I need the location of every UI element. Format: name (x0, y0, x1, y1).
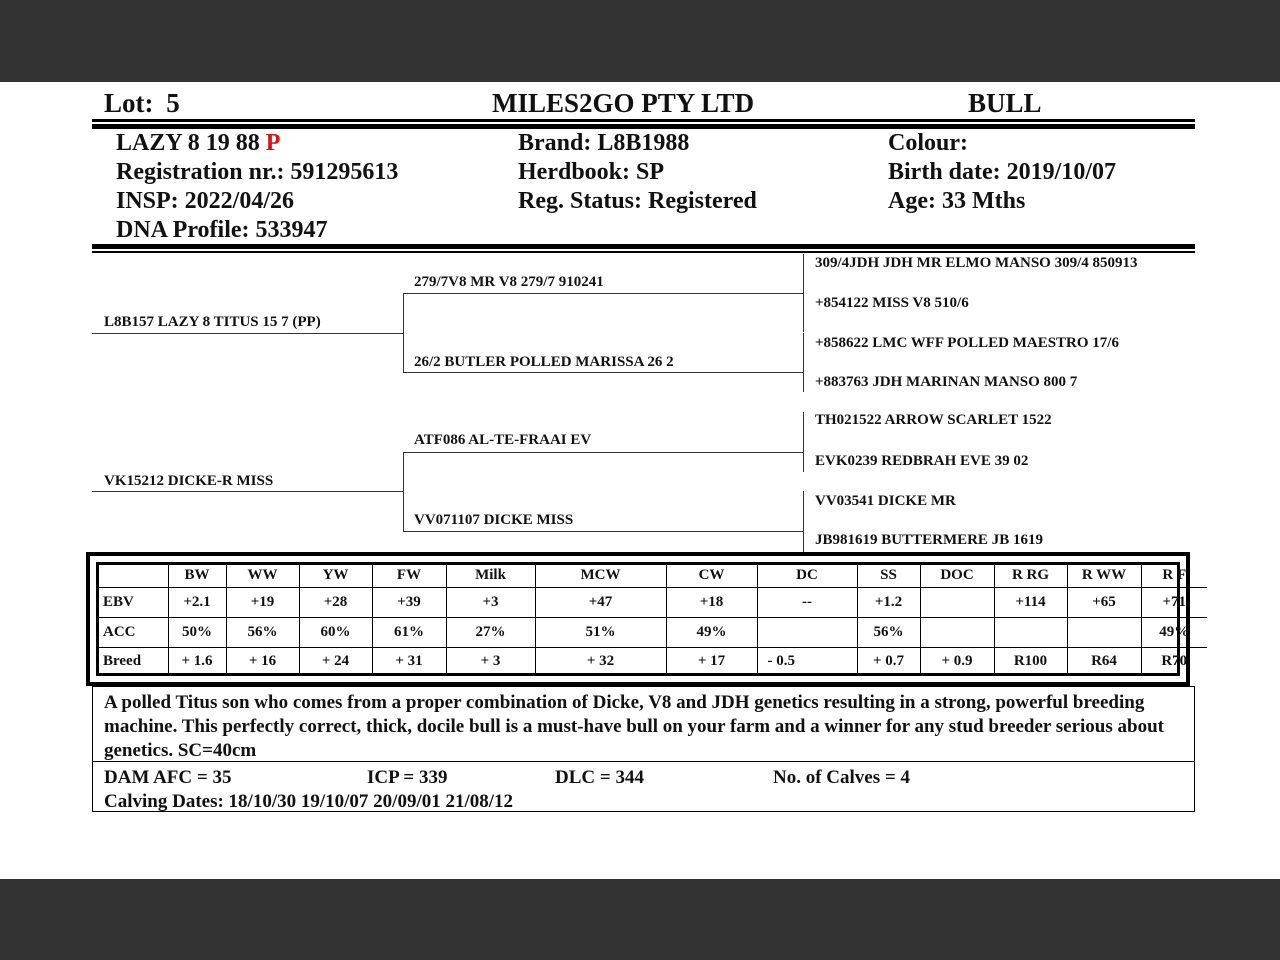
ebv-table-frame (86, 552, 1190, 686)
breed-cell: - 0.5 (757, 647, 857, 676)
pedigree-line (803, 491, 804, 552)
ebv-row (99, 587, 1207, 617)
registration-status: Reg. Status: Registered (518, 188, 757, 214)
ebv-cell: +71 (1141, 587, 1207, 617)
header-rule-top (92, 119, 1195, 122)
ebv-cell: +19 (226, 587, 299, 617)
dam-icp: ICP = 339 (367, 767, 448, 788)
herdbook: Herdbook: SP (518, 159, 665, 185)
registration-number: Registration nr.: 591295613 (116, 159, 399, 185)
ebv-header-cell: FW (372, 565, 446, 587)
ebv-header-cell: R WW (1067, 565, 1141, 587)
ebv-header-cell: SS (857, 565, 920, 587)
lot-label-text: Lot: (104, 88, 154, 118)
dam-calves: No. of Calves = 4 (773, 767, 910, 788)
description-divider (93, 761, 1194, 762)
animal-info-left (116, 129, 398, 245)
ebv-cell: +65 (1067, 587, 1141, 617)
breed-row-label: Breed (99, 647, 168, 676)
breed-cell: + 31 (372, 647, 446, 676)
acc-cell: 27% (446, 617, 535, 647)
breed-cell: + 1.6 (168, 647, 226, 676)
ebv-cell: +28 (299, 587, 372, 617)
ebv-header-cell: R RG (994, 565, 1067, 587)
pedigree-line (92, 333, 403, 334)
ebv-header-cell: DC (757, 565, 857, 587)
acc-row-label: ACC (99, 617, 168, 647)
pedigree-line (403, 452, 803, 453)
ebv-header-cell (99, 565, 168, 587)
pedigree-ggp: +854122 MISS V8 510/6 (815, 295, 969, 311)
breed-cell: + 0.7 (857, 647, 920, 676)
ebv-cell: -- (757, 587, 857, 617)
acc-cell (920, 617, 994, 647)
breed-cell: + 17 (666, 647, 757, 676)
ebv-cell: +2.1 (168, 587, 226, 617)
breed-cell: + 3 (446, 647, 535, 676)
acc-cell: 49% (1141, 617, 1207, 647)
acc-cell (757, 617, 857, 647)
polled-mark: P (265, 130, 281, 156)
birth-date: Birth date: 2019/10/07 (888, 159, 1116, 185)
pedigree-line (92, 491, 403, 492)
animal-type: BULL (968, 88, 1042, 118)
acc-cell: 60% (299, 617, 372, 647)
acc-cell (1067, 617, 1141, 647)
acc-cell: 49% (666, 617, 757, 647)
acc-cell: 61% (372, 617, 446, 647)
pedigree-dam-dam: VV071107 DICKE MISS (414, 512, 574, 528)
ebv-header-cell: BW (168, 565, 226, 587)
seller-name: MILES2GO PTY LTD (492, 88, 755, 118)
pedigree-line (403, 293, 803, 294)
animal-description: A polled Titus son who comes from a proper combination of Dicke, V8 and JDH genetics resulting in a strong, powerful breeding machine. This perfectly correct, thick, docile bull is a must-have bull on your farm and a winner for any stud breeder serious about genetics. SC=40cm (104, 692, 1164, 761)
ebv-header-cell: YW (299, 565, 372, 587)
pedigree-ggp: JB981619 BUTTERMERE JB 1619 (815, 532, 1043, 548)
ebv-cell (920, 587, 994, 617)
ebv-header-cell: MCW (535, 565, 666, 587)
inspection-date: INSP: 2022/04/26 (116, 188, 295, 214)
pedigree-ggp: +858622 LMC WFF POLLED MAESTRO 17/6 (815, 335, 1119, 351)
animal-name: LAZY 8 19 88 (116, 130, 260, 156)
ebv-cell: +114 (994, 587, 1067, 617)
pedigree-ggp: 309/4JDH JDH MR ELMO MANSO 309/4 850913 (815, 255, 1138, 271)
lot-number: 5 (166, 88, 180, 118)
ebv-header-row (99, 565, 1207, 587)
acc-cell: 51% (535, 617, 666, 647)
age: Age: 33 Mths (888, 188, 1026, 214)
breed-cell: + 24 (299, 647, 372, 676)
description-box (92, 686, 1195, 812)
pedigree-dam-sire: ATF086 AL-TE-FRAAI EV (414, 432, 592, 448)
breed-cell: R100 (994, 647, 1067, 676)
pedigree-ggp: +883763 JDH MARINAN MANSO 800 7 (815, 374, 1078, 390)
pedigree-line (803, 333, 804, 392)
ebv-header-cell: R F (1141, 565, 1207, 587)
info-rule-thick (92, 244, 1195, 249)
ebv-cell: +47 (535, 587, 666, 617)
pedigree-dam: VK15212 DICKE-R MISS (104, 473, 274, 489)
ebv-table-inner-frame (96, 562, 1190, 676)
pedigree-ggp: EVK0239 REDBRAH EVE 39 02 (815, 453, 1029, 469)
ebv-cell: +39 (372, 587, 446, 617)
ebv-header-cell: CW (666, 565, 757, 587)
pedigree-line (403, 531, 803, 532)
animal-info-right (888, 129, 1116, 216)
pedigree-line (803, 254, 804, 332)
acc-row (99, 617, 1207, 647)
ebv-header-cell: DOC (920, 565, 994, 587)
animal-info-middle (518, 129, 757, 216)
info-rule-thin (92, 251, 1195, 253)
dam-afc: DAM AFC = 35 (104, 767, 232, 788)
ebv-table (99, 565, 1207, 676)
pedigree-ggp: VV03541 DICKE MR (815, 493, 956, 509)
pedigree-sire-dam: 26/2 BUTLER POLLED MARISSA 26 2 (414, 354, 674, 370)
breed-cell: R64 (1067, 647, 1141, 676)
acc-cell (994, 617, 1067, 647)
ebv-header-cell: WW (226, 565, 299, 587)
breed-cell: + 32 (535, 647, 666, 676)
pedigree-line (803, 412, 804, 472)
acc-cell: 50% (168, 617, 226, 647)
acc-cell: 56% (857, 617, 920, 647)
colour: Colour: (888, 130, 968, 156)
catalogue-page (0, 82, 1280, 879)
brand: Brand: L8B1988 (518, 130, 690, 156)
breed-cell: + 0.9 (920, 647, 994, 676)
ebv-cell: +3 (446, 587, 535, 617)
pedigree-line (403, 372, 803, 373)
pedigree-sire-sire: 279/7V8 MR V8 279/7 910241 (414, 274, 604, 290)
pedigree-ggp: TH021522 ARROW SCARLET 1522 (815, 412, 1052, 428)
pedigree-line (403, 293, 404, 373)
ebv-cell: +1.2 (857, 587, 920, 617)
breed-cell: + 16 (226, 647, 299, 676)
dna-profile: DNA Profile: 533947 (116, 217, 328, 243)
ebv-row-label: EBV (99, 587, 168, 617)
dam-dlc: DLC = 344 (555, 767, 644, 788)
lot-label (104, 88, 180, 119)
ebv-cell: +18 (666, 587, 757, 617)
breed-row (99, 647, 1207, 676)
animal-name-line (116, 129, 398, 158)
acc-cell: 56% (226, 617, 299, 647)
ebv-header-cell: Milk (446, 565, 535, 587)
pedigree-sire: L8B157 LAZY 8 TITUS 15 7 (PP) (104, 314, 321, 330)
breed-cell: R70 (1141, 647, 1207, 676)
pedigree-line (403, 452, 404, 531)
calving-dates: Calving Dates: 18/10/30 19/10/07 20/09/01 21/08/12 (104, 791, 514, 812)
